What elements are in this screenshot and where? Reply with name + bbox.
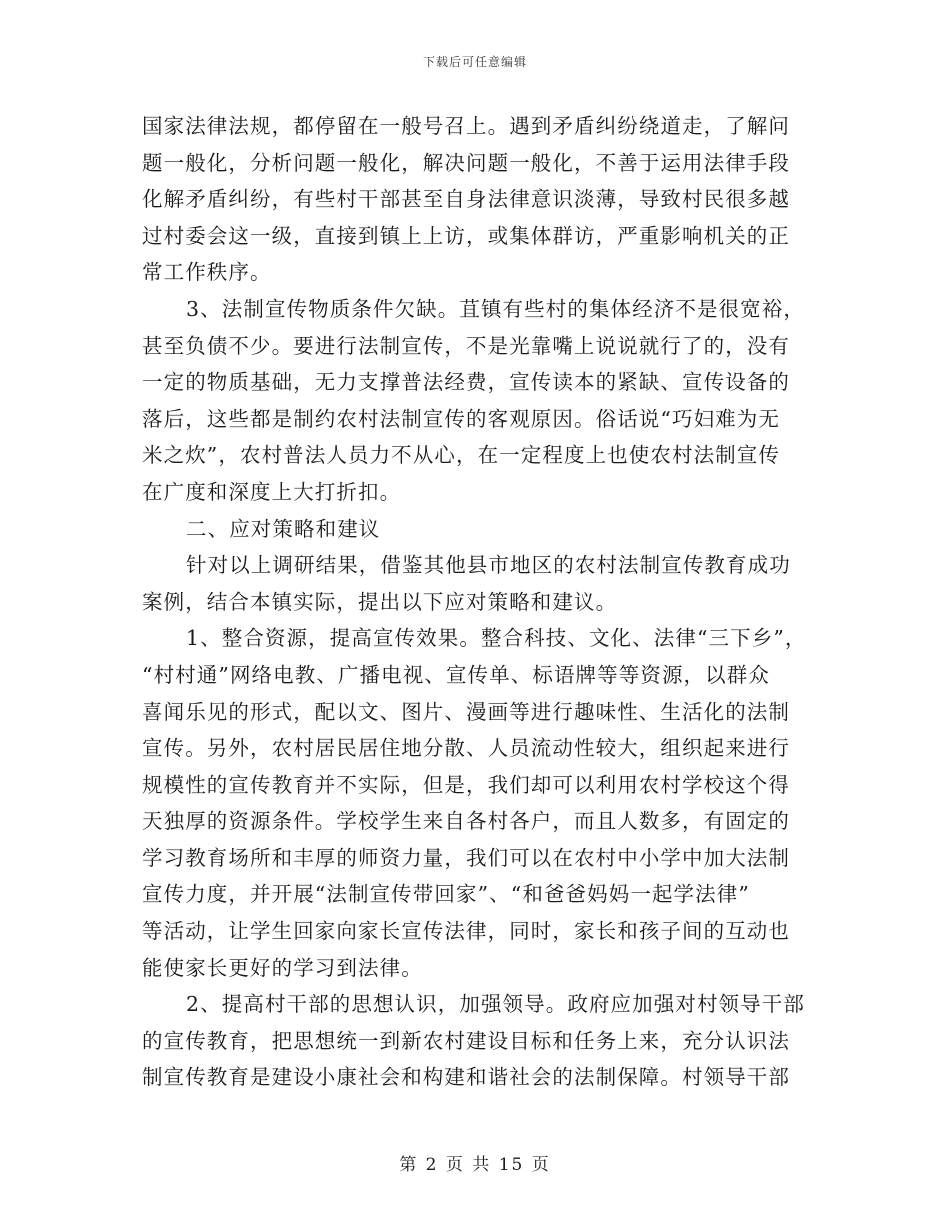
text-line: 过村委会这一级，直接到镇上上访，或集体群访，严重影响机关的正 — [142, 223, 790, 248]
document-body — [142, 108, 812, 1096]
text-line: 题一般化，分析问题一般化，解决问题一般化，不善于运用法律手段 — [142, 150, 790, 175]
paragraph-start-line: 1、整合资源，提高宣传效果。整合科技、文化、法律“三下乡”， — [186, 626, 807, 651]
text-line: 喜闻乐见的形式，配以文、图片、漫画等进行趣味性、生活化的法制 — [142, 699, 790, 724]
text-line: 等活动，让学生回家向家长宣传法律，同时，家长和孩子间的互动也 — [142, 919, 790, 944]
section-heading: 二、应对策略和建议 — [186, 516, 381, 541]
paragraph-start-line: 针对以上调研结果，借鉴其他县市地区的农村法制宣传教育成功 — [186, 553, 791, 578]
text-line: 规模性的宣传教育并不实际，但是，我们却可以利用农村学校这个得 — [142, 772, 790, 797]
text-line: 案例，结合本镇实际，提出以下应对策略和建议。 — [142, 589, 618, 614]
text-line: 甚至负债不少。要进行法制宣传，不是光靠嘴上说说就行了的，没有 — [142, 333, 790, 358]
text-line: “村村通”网络电教、广播电视、宣传单、标语牌等等资源，以群众 — [142, 662, 770, 687]
text-line: 学习教育场所和丰厚的师资力量，我们可以在农村中小学中加大法制 — [142, 845, 790, 870]
text-line: 天独厚的资源条件。学校学生来自各村各户，而且人数多，有固定的 — [142, 809, 790, 834]
paragraph-start-line: 2、提高村干部的思想认识，加强领导。政府应加强对村领导干部 — [186, 992, 805, 1017]
page-header: 下载后可任意编辑 — [422, 55, 527, 69]
text-line: 制宣传教育是建设小康社会和构建和谐社会的法制保障。村领导干部 — [142, 1065, 790, 1090]
text-line: 的宣传教育，把思想统一到新农村建设目标和任务上来，充分认识法 — [142, 1028, 790, 1053]
text-line: 落后，这些都是制约农村法制宣传的客观原因。俗话说“巧妇难为无 — [142, 406, 780, 431]
text-line: 能使家长更好的学习到法律。 — [142, 955, 423, 980]
paragraph-start-line: 3、法制宣传物质条件欠缺。苴镇有些村的集体经济不是很宽裕， — [186, 296, 805, 321]
text-line: 常工作秩序。 — [142, 260, 272, 285]
text-line: 国家法律法规，都停留在一般号召上。遇到矛盾纠纷绕道走，了解问 — [142, 114, 790, 138]
text-line: 化解矛盾纠纷，有些村干部甚至自身法律意识淡薄，导致村民很多越 — [142, 187, 790, 212]
text-line: 一定的物质基础，无力支撑普法经费，宣传读本的紧缺、宣传设备的 — [142, 370, 790, 395]
page-number-footer: 第 2 页 共 15 页 — [399, 1155, 551, 1175]
text-line: 米之炊”，农村普法人员力不从心，在一定程度上也使农村法制宣传 — [142, 443, 780, 468]
text-line: 宣传力度，并开展“法制宣传带回家”、“和爸爸妈妈一起学法律” — [142, 882, 750, 907]
text-line: 宣传。另外，农村居民居住地分散、人员流动性较大，组织起来进行 — [142, 736, 790, 761]
text-line: 在广度和深度上大打折扣。 — [142, 479, 402, 504]
